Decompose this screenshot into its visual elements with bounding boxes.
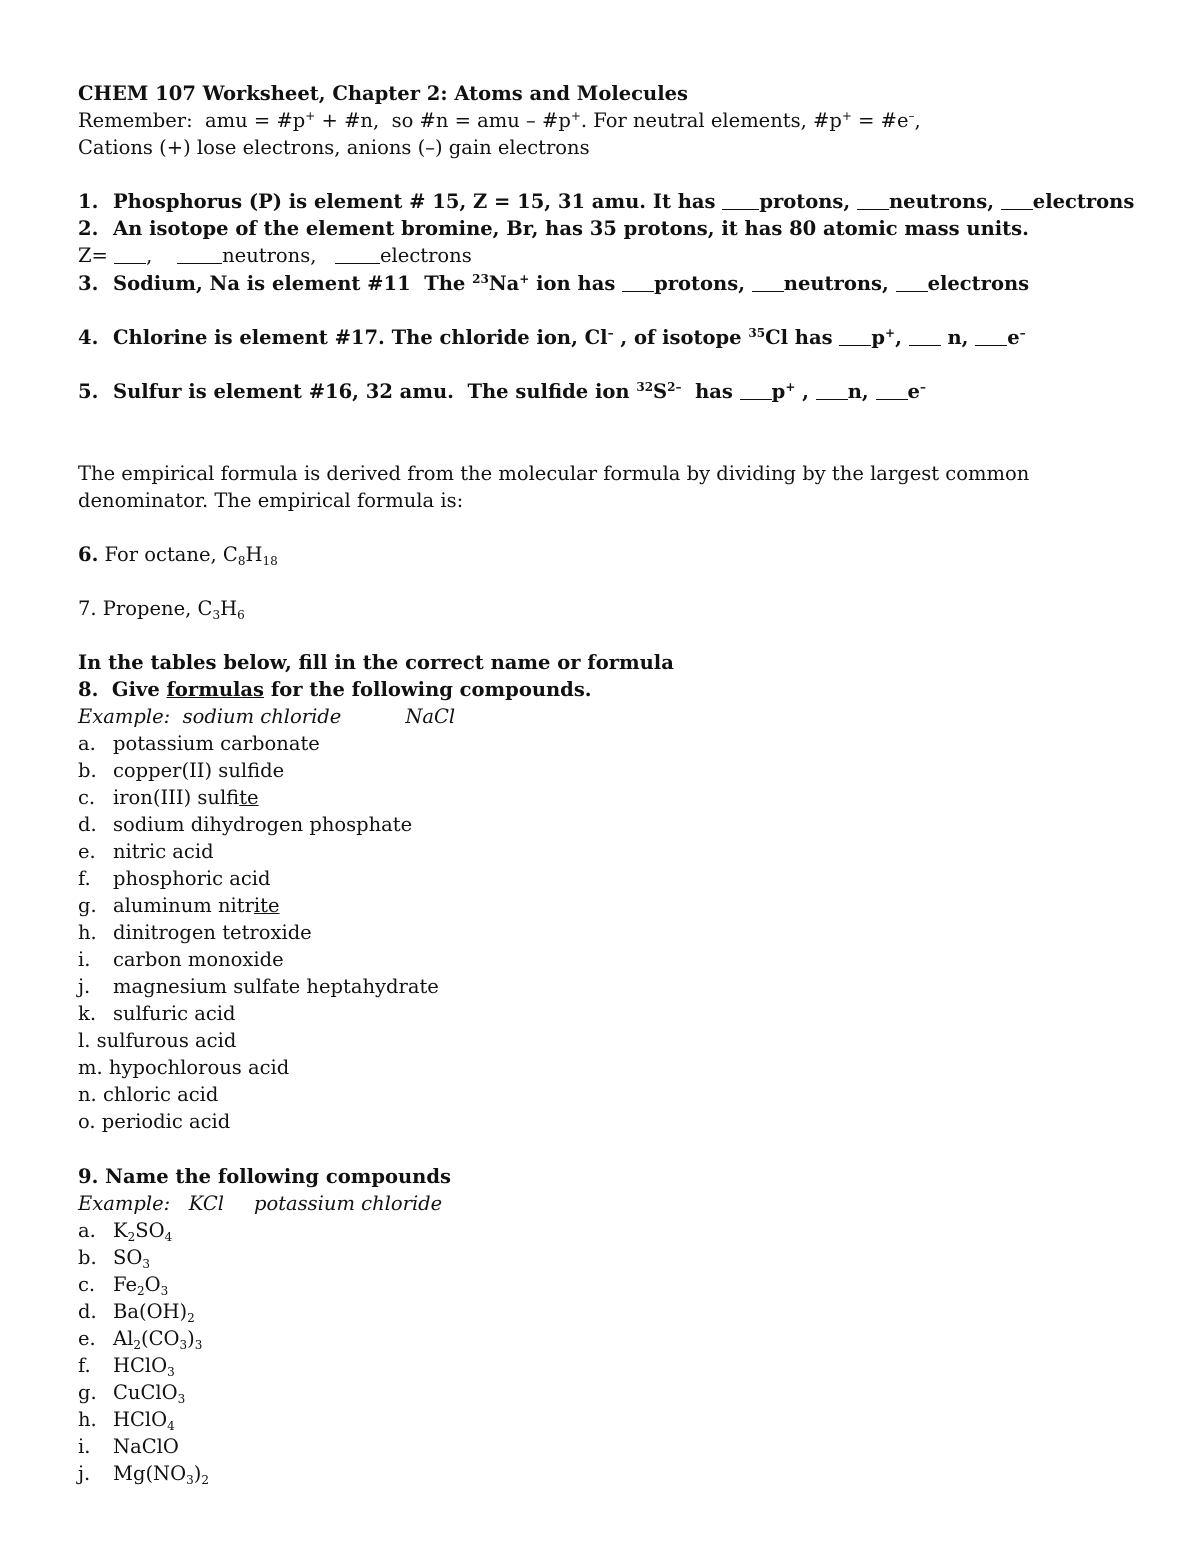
item-text: aluminum nitr	[113, 894, 254, 917]
item-text: phosphoric acid	[113, 867, 271, 890]
compound-formula-item	[78, 1460, 209, 1487]
answer-blank[interactable]	[335, 246, 380, 264]
item-letter: j.	[78, 975, 91, 998]
answer-blank[interactable]	[816, 382, 848, 400]
item-letter: g.	[78, 1381, 97, 1404]
question-2-answers: Z= , neutrons, electrons	[78, 244, 472, 267]
question-9-example: Example: KCl potassium chloride	[78, 1192, 443, 1215]
formula-part: SO	[113, 1246, 143, 1269]
item-letter: c.	[78, 786, 96, 809]
item-text: magnesium sulfate heptahydrate	[113, 975, 439, 998]
formula-part: Ba(OH)	[113, 1300, 188, 1323]
formula-part: )	[187, 1327, 195, 1350]
compound-formula-item	[78, 1217, 172, 1244]
formula-subscript: 2	[187, 1311, 195, 1325]
compound-name-item	[78, 730, 320, 757]
item-letter: f.	[78, 1354, 91, 1377]
item-letter: e.	[78, 1327, 96, 1350]
compound-name-item	[78, 1081, 218, 1108]
compound-name-item	[78, 757, 284, 784]
formula-part: SO	[135, 1219, 165, 1242]
compound-name-item	[78, 973, 439, 1000]
question-2: 2. An isotope of the element bromine, Br, has 35 protons, it has 80 atomic mass units.	[78, 217, 1029, 240]
item-letter: c.	[78, 1273, 96, 1296]
answer-blank[interactable]	[876, 382, 908, 400]
item-text: carbon monoxide	[113, 948, 284, 971]
compound-name-item	[78, 784, 259, 811]
question-1: 1. Phosphorus (P) is element # 15, Z = 15, 31 amu. It has protons, neutrons, electrons	[78, 190, 1135, 213]
answer-blank[interactable]	[909, 328, 941, 346]
item-letter: i.	[78, 948, 91, 971]
formula-subscript: 3	[177, 1392, 186, 1406]
compound-formula-item	[78, 1352, 175, 1379]
item-letter: a.	[78, 732, 96, 755]
formula-part: )	[193, 1462, 202, 1485]
compound-name-item	[78, 811, 412, 838]
formula-subscript: 3	[186, 1473, 194, 1487]
item-text: sulfuric acid	[113, 1002, 236, 1025]
formula-part: K	[113, 1219, 128, 1242]
formula-part: (CO	[140, 1327, 180, 1350]
formula-subscript: 3	[179, 1338, 188, 1352]
item-text: sodium dihydrogen phosphate	[113, 813, 413, 836]
compound-name-item	[78, 1000, 236, 1027]
formula-subscript: 3	[194, 1338, 203, 1352]
item-underlined-suffix: ite	[239, 786, 259, 809]
compound-name-item	[78, 1027, 236, 1054]
item-letter: a.	[78, 1219, 96, 1242]
item-text: copper(II) sulfide	[113, 759, 285, 782]
item-letter: l.	[78, 1029, 97, 1052]
answer-blank[interactable]	[114, 246, 146, 264]
item-text: nitric acid	[113, 840, 214, 863]
item-text: iron(III) sulf	[113, 786, 240, 809]
item-text: potassium carbonate	[113, 732, 320, 755]
compound-name-item	[78, 865, 271, 892]
empirical-paragraph-line-2: denominator. The empirical formula is:	[78, 489, 464, 512]
formula-subscript: 3	[160, 1284, 169, 1298]
answer-blank[interactable]	[177, 246, 222, 264]
tables-intro: In the tables below, fill in the correct name or formula	[78, 651, 674, 674]
item-letter: f.	[78, 867, 91, 890]
answer-blank[interactable]	[722, 192, 759, 210]
question-6: 6. For octane, $C_8H_{18}$	[78, 543, 278, 568]
item-letter: o.	[78, 1110, 102, 1133]
item-letter: b.	[78, 1246, 97, 1269]
item-letter: m.	[78, 1056, 109, 1079]
question-5: 5. Sulfur is element #16, 32 amu. The sulfide ion $^{32}S^{2-}$ has p+ , n, e–	[78, 380, 926, 403]
item-letter: d.	[78, 1300, 97, 1323]
item-letter: h.	[78, 1408, 97, 1431]
compound-formula-item	[78, 1271, 168, 1298]
question-8-example: Example: sodium chloride NaCl	[78, 705, 456, 728]
formula-subscript: 4	[167, 1419, 175, 1433]
compound-name-item	[78, 1054, 289, 1081]
answer-blank[interactable]	[839, 328, 871, 346]
formula-subscript: 3	[167, 1365, 175, 1379]
worksheet-title: CHEM 107 Worksheet, Chapter 2: Atoms and Molecules	[78, 82, 689, 105]
answer-blank[interactable]	[622, 274, 654, 292]
question-4: 4. Chlorine is element #17. The chloride ion, Cl– , of isotope $^{35}$Cl has p+, n, e–	[78, 326, 1026, 349]
formula-subscript: 2	[133, 1338, 141, 1352]
empirical-paragraph-line-1: The empirical formula is derived from the molecular formula by dividing by the largest common	[78, 462, 1030, 485]
answer-blank[interactable]	[752, 274, 784, 292]
item-underlined-suffix: ite	[253, 894, 280, 917]
compound-formula-item	[78, 1298, 195, 1325]
item-letter: g.	[78, 894, 97, 917]
item-letter: d.	[78, 813, 97, 836]
compound-formula-item	[78, 1406, 175, 1433]
question-3: 3. Sodium, Na is element #11 The $^{23}$Na+ ion has protons, neutrons, electrons	[78, 272, 1030, 295]
item-letter: j.	[78, 1462, 91, 1485]
compound-formula-item	[78, 1244, 150, 1271]
cations-anions-note: Cations (+) lose electrons, anions (–) gain electrons	[78, 136, 590, 159]
item-text: sulfurous acid	[96, 1029, 237, 1052]
formula-part: CuClO	[113, 1381, 178, 1404]
formula-part: Mg(NO	[113, 1462, 187, 1485]
question-7: 7. Propene, $C_3H_6$	[78, 597, 245, 622]
remember-line: Remember: amu = #p+ + #n, so #n = amu – #p+. For neutral elements, #p+ = #e–,	[78, 109, 921, 132]
formula-subscript: 2	[127, 1230, 136, 1244]
formula-part: Al	[113, 1327, 134, 1350]
compound-formula-item	[78, 1379, 185, 1406]
question-8-heading: 8. Give formulas for the following compounds.	[78, 678, 592, 701]
formula-subscript: 2	[201, 1473, 209, 1487]
compound-name-item	[78, 946, 284, 973]
answer-blank[interactable]	[1001, 192, 1033, 210]
compound-name-item	[78, 919, 312, 946]
formula-subscript: 3	[142, 1257, 150, 1271]
formula-part: O	[144, 1273, 161, 1296]
compound-name-item	[78, 892, 280, 919]
formula-part: HClO	[113, 1408, 168, 1431]
answer-blank[interactable]	[975, 328, 1007, 346]
formula-subscript: 4	[164, 1230, 173, 1244]
formula-part: Fe	[113, 1273, 138, 1296]
question-9-heading: 9. Name the following compounds	[78, 1165, 451, 1188]
formula-part: HClO	[113, 1354, 168, 1377]
item-letter: k.	[78, 1002, 97, 1025]
item-text: periodic acid	[101, 1110, 231, 1133]
formula-part: NaClO	[113, 1435, 179, 1458]
item-text: hypochlorous acid	[108, 1056, 290, 1079]
answer-blank[interactable]	[740, 382, 772, 400]
item-text: chloric acid	[102, 1083, 219, 1106]
formula-subscript: 2	[137, 1284, 145, 1298]
compound-name-item	[78, 838, 214, 865]
compound-formula-item	[78, 1433, 179, 1460]
item-letter: i.	[78, 1435, 91, 1458]
item-text: dinitrogen tetroxide	[113, 921, 312, 944]
item-letter: b.	[78, 759, 97, 782]
compound-formula-item	[78, 1325, 202, 1352]
item-letter: h.	[78, 921, 97, 944]
answer-blank[interactable]	[857, 192, 889, 210]
compound-name-item	[78, 1108, 230, 1135]
item-letter: n.	[78, 1083, 103, 1106]
item-letter: e.	[78, 840, 96, 863]
answer-blank[interactable]	[896, 274, 928, 292]
